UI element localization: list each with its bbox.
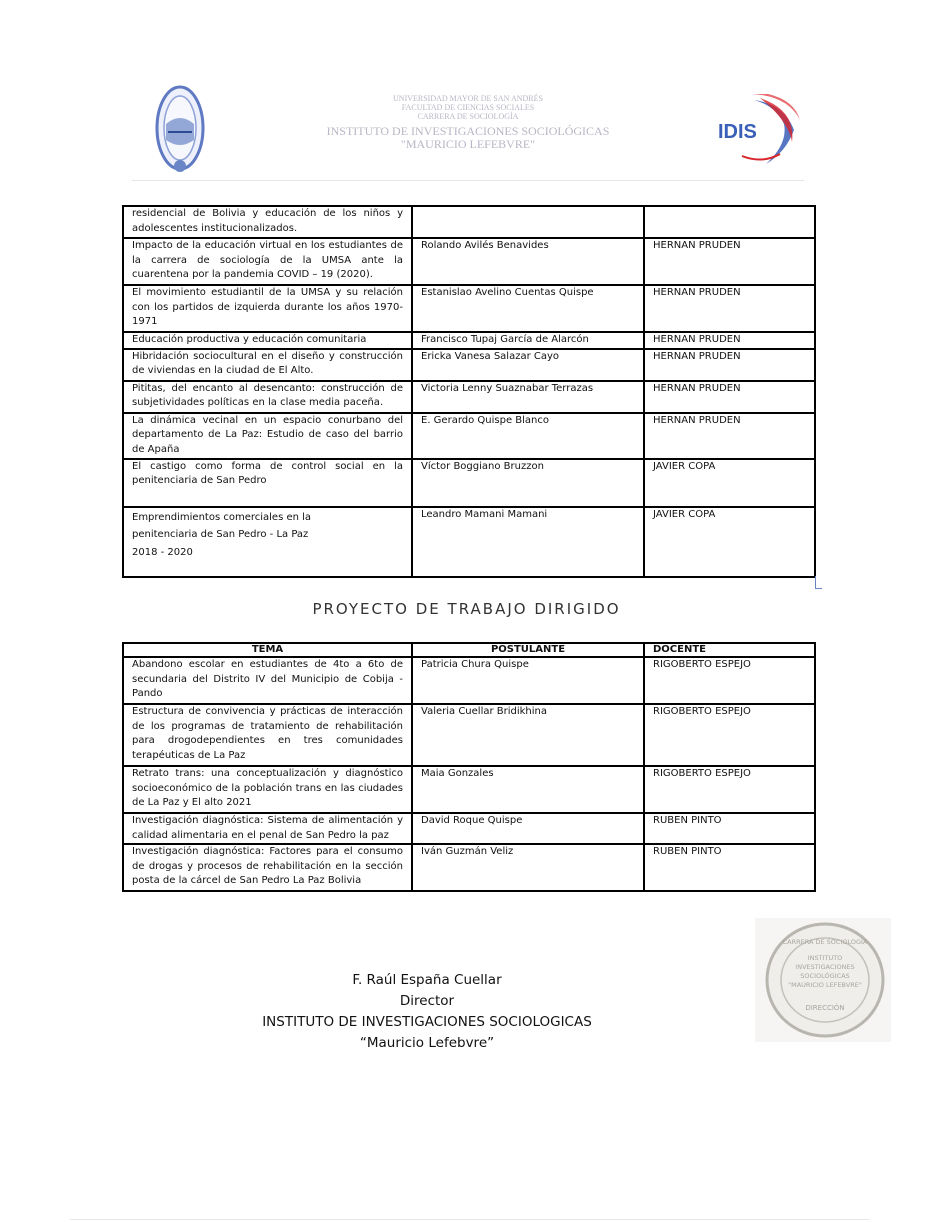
postulante-cell: E. Gerardo Quispe Blanco xyxy=(412,413,644,459)
postulante-cell: Victoria Lenny Suaznabar Terrazas xyxy=(412,381,644,413)
docente-cell: HERNAN PRUDEN xyxy=(644,285,815,332)
stamp-text: SOCIOLÓGICAS xyxy=(800,972,850,980)
institute-subtitle: "MAURICIO LEFEBVRE" xyxy=(400,137,536,151)
stamp-text: INSTITUTO xyxy=(807,954,843,962)
header-tema: TEMA xyxy=(123,643,412,657)
director-name: F. Raúl España Cuellar xyxy=(352,972,502,988)
table-row xyxy=(123,413,815,459)
table-row xyxy=(123,206,815,238)
tema-cell: Pititas, del encanto al desencanto: construcción de subjetividades políticas en la clase media paceña. xyxy=(123,381,412,413)
table-row xyxy=(123,238,815,285)
letterhead xyxy=(132,46,804,181)
director-role: Director xyxy=(399,993,455,1009)
trabajo-dirigido-table xyxy=(122,642,816,892)
docente-cell: RIGOBERTO ESPEJO xyxy=(644,766,815,813)
postulante-cell: Valeria Cuellar Bridikhina xyxy=(412,704,644,766)
table-row xyxy=(123,459,815,507)
table-row xyxy=(123,285,815,332)
stamp-text: INVESTIGACIONES xyxy=(795,963,855,971)
tema-cell: Educación productiva y educación comunitaria xyxy=(123,332,412,349)
postulante-cell: Patricia Chura Quispe xyxy=(412,657,644,704)
docente-cell xyxy=(644,206,815,238)
postulante-cell: Víctor Boggiano Bruzzon xyxy=(412,459,644,507)
docente-cell: HERNAN PRUDEN xyxy=(644,332,815,349)
postulante-cell: Rolando Avilés Benavides xyxy=(412,238,644,285)
idis-logo-text: IDIS xyxy=(718,121,757,143)
institute-subtitle-line: “Mauricio Lefebvre” xyxy=(359,1035,495,1051)
postulante-cell: Maia Gonzales xyxy=(412,766,644,813)
tema-cell xyxy=(123,507,412,577)
tema-cell: residencial de Bolivia y educación de los niños y adolescentes institucionalizados. xyxy=(123,206,412,238)
table-row xyxy=(123,704,815,766)
tema-cell: El castigo como forma de control social en la penitenciaria de San Pedro xyxy=(123,459,412,507)
page-bottom-line xyxy=(70,1219,870,1220)
tema-cell: Abandono escolar en estudiantes de 4to a 6to de secundaria del Distrito IV del Municipio de Cobija - Pando xyxy=(123,657,412,704)
tema-line: Emprendimientos comerciales en la xyxy=(132,511,312,523)
tema-cell: Impacto de la educación virtual en los estudiantes de la carrera de sociología de la UMSA ante la cuarentena por la pandemia COVID – 19 (2020). xyxy=(123,238,412,285)
docente-cell: HERNAN PRUDEN xyxy=(644,349,815,381)
docente-cell: RIGOBERTO ESPEJO xyxy=(644,657,815,704)
faculty-name: FACULTAD DE CIENCIAS SOCIALES xyxy=(401,103,535,112)
tema-line: penitenciaria de San Pedro - La Paz xyxy=(132,529,309,541)
docente-cell: RUBEN PINTO xyxy=(644,813,815,844)
docente-cell: RUBEN PINTO xyxy=(644,844,815,891)
tema-cell: Retrato trans: una conceptualización y diagnóstico socioeconómico de la población trans en las ciudades de La Paz y El alto 2021 xyxy=(123,766,412,813)
table-row xyxy=(123,766,815,813)
header-docente: DOCENTE xyxy=(644,643,815,657)
docente-cell: HERNAN PRUDEN xyxy=(644,238,815,285)
postulante-cell xyxy=(412,206,644,238)
tema-cell: Investigación diagnóstica: Factores para el consumo de drogas y procesos de rehabilitación en la sección posta de la cárcel de San Pedro La Paz Bolivia xyxy=(123,844,412,891)
institute-line: INSTITUTO DE INVESTIGACIONES SOCIOLOGICAS xyxy=(262,1014,592,1030)
tema-line: 2018 - 2020 xyxy=(132,546,193,558)
table-row xyxy=(123,844,815,891)
docente-cell: JAVIER COPA xyxy=(644,507,815,577)
tema-cell: El movimiento estudiantil de la UMSA y su relación con los partidos de izquierda durante los años 1970-1971 xyxy=(123,285,412,332)
letterhead-text xyxy=(132,94,804,151)
tema-cell: Estructura de convivencia y prácticas de interacción de los programas de tratamiento de rehabilitación para drogodependientes en tres comunidades terapéuticas de La Paz xyxy=(123,704,412,766)
official-stamp-icon xyxy=(755,918,891,1042)
stamp-text: "MAURICIO LEFEBVRE" xyxy=(788,981,862,989)
table-row xyxy=(123,507,815,577)
corner-mark-icon xyxy=(815,576,822,589)
career-name: CARRERA DE SOCIOLOGÍA xyxy=(417,112,519,121)
university-name: UNIVERSIDAD MAYOR DE SAN ANDRÉS xyxy=(393,94,543,103)
postulante-cell: Francisco Tupaj García de Alarcón xyxy=(412,332,644,349)
section-title: PROYECTO DE TRABAJO DIRIGIDO xyxy=(312,600,621,618)
postulante-cell: Iván Guzmán Veliz xyxy=(412,844,644,891)
table-row xyxy=(123,813,815,844)
institute-name: INSTITUTO DE INVESTIGACIONES SOCIOLÓGICAS xyxy=(326,124,610,138)
table-row xyxy=(123,381,815,413)
stamp-text: DIRECCIÓN xyxy=(805,1004,845,1012)
postulante-cell: Ericka Vanesa Salazar Cayo xyxy=(412,349,644,381)
postulante-cell: David Roque Quispe xyxy=(412,813,644,844)
stamp-text: CARRERA DE SOCIOLOGÍA xyxy=(782,938,868,946)
docente-cell: JAVIER COPA xyxy=(644,459,815,507)
table-header-row xyxy=(123,643,815,657)
tema-cell: Hibridación sociocultural en el diseño y construcción de viviendas en la ciudad de El Alto. xyxy=(123,349,412,381)
table-row xyxy=(123,349,815,381)
postulante-cell: Estanislao Avelino Cuentas Quispe xyxy=(412,285,644,332)
idis-logo-icon xyxy=(714,90,804,168)
signature-block xyxy=(190,970,664,1054)
tema-cell: Investigación diagnóstica: Sistema de alimentación y calidad alimentaria en el penal de San Pedro la paz xyxy=(123,813,412,844)
postulante-cell: Leandro Mamani Mamani xyxy=(412,507,644,577)
docente-cell: HERNAN PRUDEN xyxy=(644,413,815,459)
table-row xyxy=(123,332,815,349)
docente-cell: RIGOBERTO ESPEJO xyxy=(644,704,815,766)
table-continued xyxy=(122,205,816,578)
tema-cell: La dinámica vecinal en un espacio conurbano del departamento de La Paz: Estudio de caso del barrio de Apaña xyxy=(123,413,412,459)
header-postulante: POSTULANTE xyxy=(412,643,644,657)
docente-cell: HERNAN PRUDEN xyxy=(644,381,815,413)
table-row xyxy=(123,657,815,704)
